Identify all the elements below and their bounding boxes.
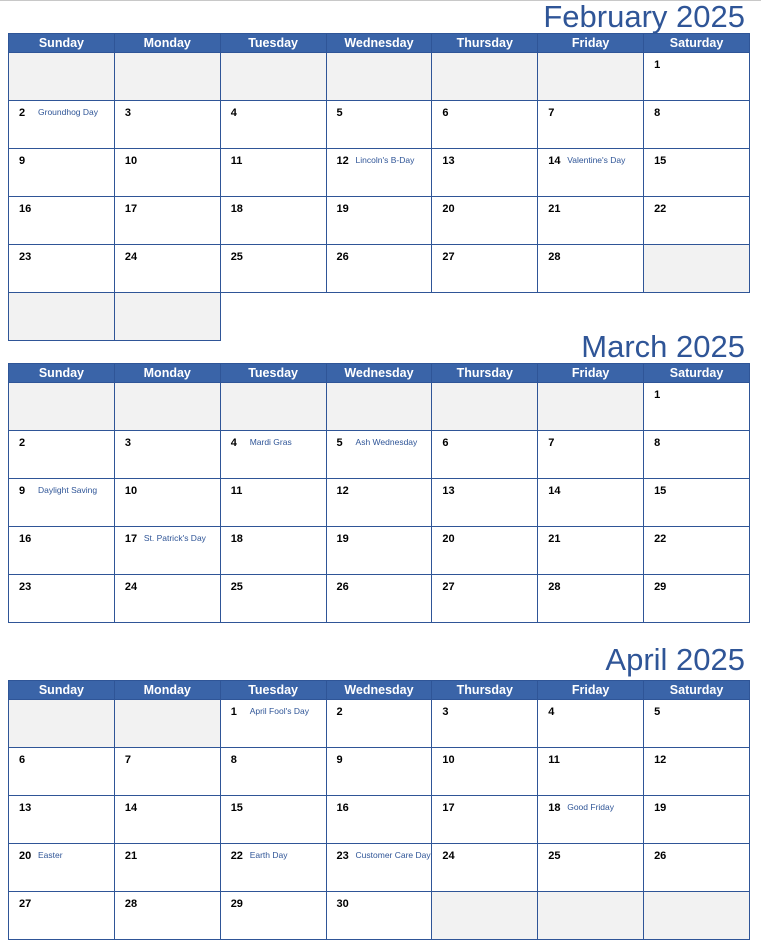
day-number: 27 [442,251,455,263]
week-row [9,101,750,149]
day-number: 18 [230,533,243,545]
holiday-label: Customer Care Day [355,850,431,860]
day-number: 6 [442,437,449,449]
day-number: 26 [336,581,349,593]
day-cell[interactable] [538,700,644,748]
day-cell[interactable] [538,796,644,844]
holiday-label: Earth Day [249,850,288,860]
empty-day-cell [220,53,326,101]
day-number: 29 [230,898,243,910]
weekday-header-row [9,681,750,700]
day-number: 4 [548,706,555,718]
day-number: 24 [124,581,138,593]
week-row [9,575,750,623]
day-number: 21 [124,850,138,862]
day-cell[interactable] [538,197,644,245]
empty-day-cell [538,892,644,940]
day-cell[interactable] [220,892,326,940]
weekday-header-row [9,34,750,53]
week-row [9,527,750,575]
day-number: 23 [19,581,32,593]
day-number: 12 [336,485,349,497]
week-row [9,479,750,527]
empty-day-cell [326,53,432,101]
day-cell[interactable] [114,431,220,479]
day-cell[interactable] [9,245,115,293]
weekday-header-friday: Friday [538,34,644,53]
day-number: 25 [230,251,243,263]
day-cell[interactable] [326,892,432,940]
day-cell[interactable] [326,245,432,293]
weekday-header-saturday: Saturday [644,364,750,383]
day-number: 21 [548,203,561,215]
week-row [9,53,750,101]
weekday-header-monday: Monday [114,681,220,700]
day-number: 23 [336,850,349,862]
holiday-label: Daylight Saving [38,485,98,495]
day-cell[interactable] [644,479,750,527]
weekday-header-thursday: Thursday [432,34,538,53]
weekday-header-monday: Monday [114,364,220,383]
weekday-header-monday: Monday [114,34,220,53]
empty-day-cell [538,383,644,431]
day-number: 1 [654,389,661,401]
day-number: 28 [548,251,561,263]
day-number: 22 [654,533,667,545]
day-number: 13 [19,802,32,814]
empty-day-cell [644,245,750,293]
day-number: 11 [230,485,243,497]
day-number: 28 [124,898,138,910]
day-number: 22 [230,850,243,862]
day-cell[interactable] [220,197,326,245]
weekday-header-wednesday: Wednesday [326,34,432,53]
day-number: 7 [548,437,555,449]
day-number: 3 [442,706,449,718]
day-cell[interactable] [114,796,220,844]
day-number: 10 [442,754,455,766]
empty-day-cell [432,383,538,431]
weekday-header-wednesday: Wednesday [326,364,432,383]
holiday-label: Mardi Gras [249,437,292,447]
day-cell[interactable] [432,748,538,796]
spacer-cell [326,293,432,341]
spacer-cell [432,293,538,341]
day-number: 26 [654,850,667,862]
day-cell[interactable] [644,844,750,892]
day-cell[interactable] [9,149,115,197]
day-cell[interactable] [432,700,538,748]
day-number: 24 [442,850,455,862]
day-cell[interactable] [326,796,432,844]
day-number: 12 [336,155,349,167]
day-number: 20 [442,203,455,215]
day-cell[interactable] [432,575,538,623]
day-number: 19 [654,802,667,814]
holiday-label: Good Friday [567,802,614,812]
day-number: 1 [230,706,237,718]
day-cell[interactable] [326,748,432,796]
day-cell[interactable] [432,431,538,479]
day-cell[interactable] [114,575,220,623]
day-number: 17 [442,802,455,814]
day-number: 3 [124,107,131,119]
spacer-cell [220,293,326,341]
holiday-label: Groundhog Day [38,107,99,117]
day-cell[interactable] [220,575,326,623]
day-cell[interactable] [644,53,750,101]
empty-day-cell [114,53,220,101]
weekday-header-sunday: Sunday [9,364,115,383]
day-cell[interactable] [644,431,750,479]
day-number: 20 [19,850,32,862]
day-cell[interactable] [432,844,538,892]
day-number: 7 [124,754,131,766]
day-cell[interactable] [326,197,432,245]
day-cell[interactable] [326,149,432,197]
day-number: 13 [442,485,455,497]
weekday-header-saturday: Saturday [644,681,750,700]
day-cell[interactable] [114,101,220,149]
holiday-label: St. Patrick's Day [143,533,206,543]
day-number: 14 [548,155,561,167]
day-cell[interactable] [114,245,220,293]
day-number: 6 [19,754,26,766]
calendar-march [8,363,750,623]
day-number: 9 [19,485,26,497]
day-cell[interactable] [9,844,115,892]
day-cell[interactable] [538,748,644,796]
day-number: 17 [124,533,138,545]
week-row [9,383,750,431]
day-cell[interactable] [9,575,115,623]
day-cell[interactable] [432,479,538,527]
empty-day-cell [9,383,115,431]
day-number: 8 [654,107,661,119]
day-cell[interactable] [9,892,115,940]
day-cell[interactable] [114,844,220,892]
empty-day-cell [114,700,220,748]
day-cell[interactable] [220,796,326,844]
day-cell[interactable] [220,101,326,149]
day-number: 9 [336,754,343,766]
day-number: 6 [442,107,449,119]
day-number: 14 [124,802,138,814]
empty-day-cell [220,383,326,431]
empty-day-cell [114,383,220,431]
day-number: 18 [548,802,561,814]
day-number: 8 [230,754,237,766]
day-cell[interactable] [644,101,750,149]
weekday-header-tuesday: Tuesday [220,681,326,700]
day-cell[interactable] [9,479,115,527]
day-number: 9 [19,155,26,167]
day-number: 5 [654,706,661,718]
day-cell[interactable] [220,245,326,293]
day-cell[interactable] [644,796,750,844]
day-number: 17 [124,203,138,215]
weekday-header-saturday: Saturday [644,34,750,53]
week-row [9,892,750,940]
day-number: 1 [654,59,661,71]
empty-day-cell [432,53,538,101]
empty-day-cell [9,293,115,341]
empty-day-cell [644,892,750,940]
day-number: 14 [548,485,561,497]
weekday-header-thursday: Thursday [432,364,538,383]
day-number: 15 [654,155,667,167]
day-cell[interactable] [644,748,750,796]
weekday-header-sunday: Sunday [9,34,115,53]
day-cell[interactable] [432,245,538,293]
day-cell[interactable] [114,197,220,245]
day-cell[interactable] [432,197,538,245]
holiday-label: Easter [38,850,63,860]
day-cell[interactable] [114,479,220,527]
day-cell[interactable] [220,431,326,479]
day-number: 25 [548,850,561,862]
day-cell[interactable] [644,575,750,623]
month-title-february: February 2025 [543,0,745,34]
week-row [9,197,750,245]
day-number: 5 [336,437,343,449]
day-number: 15 [230,802,243,814]
day-cell[interactable] [644,197,750,245]
day-cell[interactable] [538,149,644,197]
day-cell[interactable] [220,700,326,748]
day-cell[interactable] [432,101,538,149]
week-row [9,748,750,796]
day-number: 29 [654,581,667,593]
day-number: 13 [442,155,455,167]
month-title-april: April 2025 [605,642,745,677]
day-cell[interactable] [538,479,644,527]
day-cell[interactable] [9,748,115,796]
day-number: 27 [442,581,455,593]
day-cell[interactable] [114,149,220,197]
weekday-header-wednesday: Wednesday [326,681,432,700]
holiday-label: Lincoln's B-Day [355,155,415,165]
day-cell[interactable] [538,527,644,575]
day-cell[interactable] [220,748,326,796]
day-cell[interactable] [220,527,326,575]
day-cell[interactable] [220,844,326,892]
day-number: 2 [19,437,26,449]
empty-day-cell [9,53,115,101]
empty-day-cell [9,700,115,748]
day-cell[interactable] [9,796,115,844]
weekday-header-thursday: Thursday [432,681,538,700]
day-number: 16 [336,802,349,814]
day-number: 16 [19,203,32,215]
day-number: 27 [19,898,32,910]
day-number: 4 [230,107,237,119]
day-cell[interactable] [538,844,644,892]
day-number: 5 [336,107,343,119]
day-number: 28 [548,581,561,593]
day-cell[interactable] [326,101,432,149]
day-number: 22 [654,203,667,215]
day-cell[interactable] [326,527,432,575]
day-cell[interactable] [432,796,538,844]
day-number: 10 [124,155,138,167]
day-cell[interactable] [326,700,432,748]
day-number: 7 [548,107,555,119]
week-row [9,844,750,892]
day-number: 26 [336,251,349,263]
holiday-label: April Fool's Day [249,706,309,716]
day-cell[interactable] [326,844,432,892]
day-number: 16 [19,533,32,545]
week-row [9,149,750,197]
day-cell[interactable] [644,383,750,431]
weekday-header-tuesday: Tuesday [220,364,326,383]
day-cell[interactable] [538,101,644,149]
week-row [9,431,750,479]
day-number: 4 [230,437,237,449]
day-cell[interactable] [644,527,750,575]
day-cell[interactable] [326,479,432,527]
day-cell[interactable] [326,431,432,479]
weekday-header-friday: Friday [538,681,644,700]
day-number: 20 [442,533,455,545]
day-number: 23 [19,251,32,263]
day-cell[interactable] [9,197,115,245]
day-number: 10 [124,485,138,497]
day-cell[interactable] [432,149,538,197]
day-number: 19 [336,533,349,545]
day-cell[interactable] [644,149,750,197]
calendar-february [8,33,750,341]
day-number: 24 [124,251,138,263]
day-cell[interactable] [114,527,220,575]
day-number: 2 [336,706,343,718]
day-number: 11 [230,155,243,167]
day-number: 2 [19,107,26,119]
day-cell[interactable] [114,748,220,796]
day-number: 21 [548,533,561,545]
day-cell[interactable] [538,431,644,479]
day-number: 30 [336,898,349,910]
calendar-april [8,680,750,940]
day-number: 25 [230,581,243,593]
day-cell[interactable] [220,479,326,527]
week-row [9,700,750,748]
weekday-header-tuesday: Tuesday [220,34,326,53]
month-title-march: March 2025 [581,329,745,364]
holiday-label: Valentine's Day [567,155,626,165]
empty-day-cell [326,383,432,431]
day-cell[interactable] [9,101,115,149]
day-number: 15 [654,485,667,497]
weekday-header-sunday: Sunday [9,681,115,700]
empty-day-cell [432,892,538,940]
empty-day-cell [114,293,220,341]
day-cell[interactable] [9,431,115,479]
day-cell[interactable] [114,892,220,940]
weekday-header-friday: Friday [538,364,644,383]
day-number: 11 [548,754,560,766]
day-cell[interactable] [538,245,644,293]
day-number: 19 [336,203,349,215]
day-cell[interactable] [644,700,750,748]
weekday-header-row [9,364,750,383]
day-number: 18 [230,203,243,215]
week-row [9,796,750,844]
day-cell[interactable] [326,575,432,623]
week-row [9,245,750,293]
day-number: 8 [654,437,661,449]
day-number: 12 [654,754,667,766]
day-cell[interactable] [538,575,644,623]
day-cell[interactable] [432,527,538,575]
day-cell[interactable] [9,527,115,575]
day-number: 3 [124,437,131,449]
day-cell[interactable] [220,149,326,197]
empty-day-cell [538,53,644,101]
holiday-label: Ash Wednesday [355,437,418,447]
